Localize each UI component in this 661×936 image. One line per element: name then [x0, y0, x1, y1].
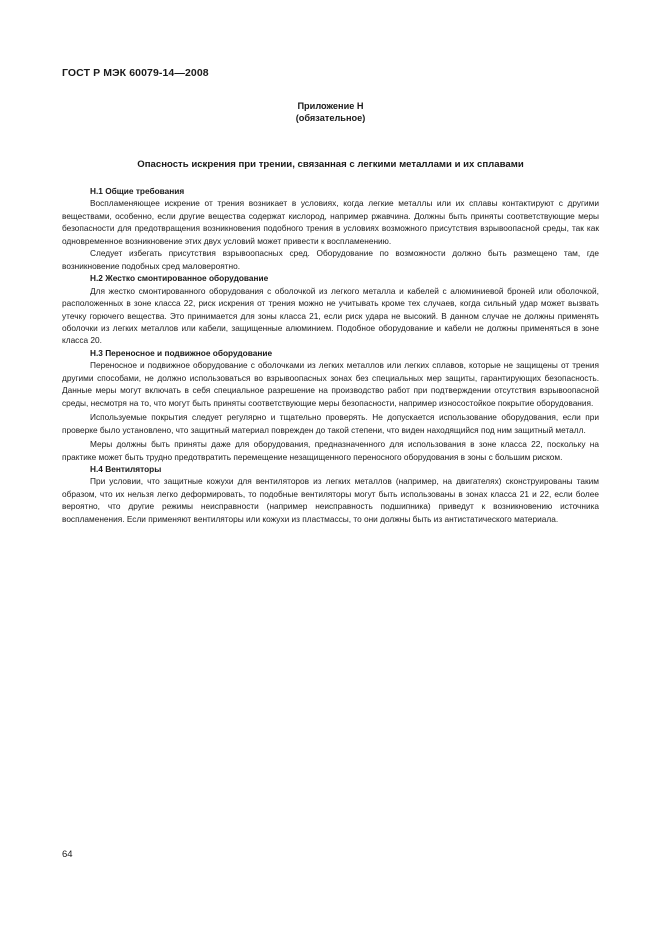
appendix-title: Приложение Н [297, 101, 364, 111]
appendix-status: (обязательное) [295, 113, 366, 123]
paragraph: Переносное и подвижное оборудование с оболочками из легких металлов или легких сплавов, которые не защищены от трения другими способами, не должно использоваться во взрывоопасных зонах без специальных мер защиты, гарантирующих безопасность. Данные меры могут включать в себя специальное разрешение на производство работ при подтверждении отсутствия взрывоопасной среды, несмотря на то, что могут быть приняты соответствующие меры безопасности, например износостойкое покрытие оборудования. [62, 360, 599, 408]
paragraph: Воспламеняющее искрение от трения возникает в условиях, когда легкие металлы или их сплавы контактируют с другими веществами, особенно, если другие вещества содержат кислород, например ржавчина. Должны быть приняты соответствующие меры безопасности для предотвращения возникновения подобного трения в условиях возможного присутствия взрывоопасной среды, так как одновременное возникновение этих двух условий может привести к воспламенению. [62, 198, 599, 246]
section-title: Опасность искрения при трении, связанная с легкими металлами и их сплавами [137, 159, 524, 170]
paragraph: Меры должны быть приняты даже для оборудования, предназначенного для использования в зоне класса 22, поскольку на практике может быть трудно предотвратить перемещение незащищенного переносного оборудования в зоны с большим риском. [62, 439, 599, 462]
subsection-heading-h3: Н.3 Переносное и подвижное оборудование [90, 347, 273, 358]
subsection-heading-h2: Н.2 Жестко смонтированное оборудование [90, 273, 269, 284]
subsection-heading-h4: Н.4 Вентиляторы [90, 463, 162, 474]
document-body [62, 185, 599, 525]
paragraph: При условии, что защитные кожухи для вентиляторов из легких металлов (например, на двигателях) сконструированы таким образом, что их нельзя легко деформировать, то подобные вентиляторы могут быть использованы в зонах класса 21 и 22, если более вероятно, что другие режимы неисправности (например неисправность подшипника) приведут к возникновению источника воспламенения. Если применяют вентиляторы или кожухи из пластмассы, то они должны быть из антистатического материала. [62, 476, 599, 524]
paragraph: Для жестко смонтированного оборудования с оболочкой из легкого металла и кабелей с алюминиевой броней или оболочкой, расположенных в зоне класса 22, риск искрения от трения можно не учитывать кроме тех случаев, когда сильный удар может вызвать утечку горючего вещества. Это принимается для зоны класса 21, если риск удара не высокий. В данном случае не должны применять оболочки из легких металлов или кабели, защищенные алюминием. Подобное оборудование и кабели не должны применяться в зоне класса 20. [62, 285, 599, 346]
paragraph: Следует избегать присутствия взрывоопасных сред. Оборудование по возможности должно быть размещено там, где возникновение подобных сред маловероятно. [62, 248, 599, 271]
subsection-heading-h1: Н.1 Общие требования [90, 186, 185, 196]
page-number: 64 [62, 849, 73, 860]
standard-header: ГОСТ Р МЭК 60079-14—2008 [62, 67, 209, 79]
paragraph: Используемые покрытия следует регулярно и тщательно проверять. Не допускается использование оборудования, если при проверке было установлено, что защитный материал поврежден до такой степени, что виден находящийся под ним защитный металл. [62, 412, 599, 435]
